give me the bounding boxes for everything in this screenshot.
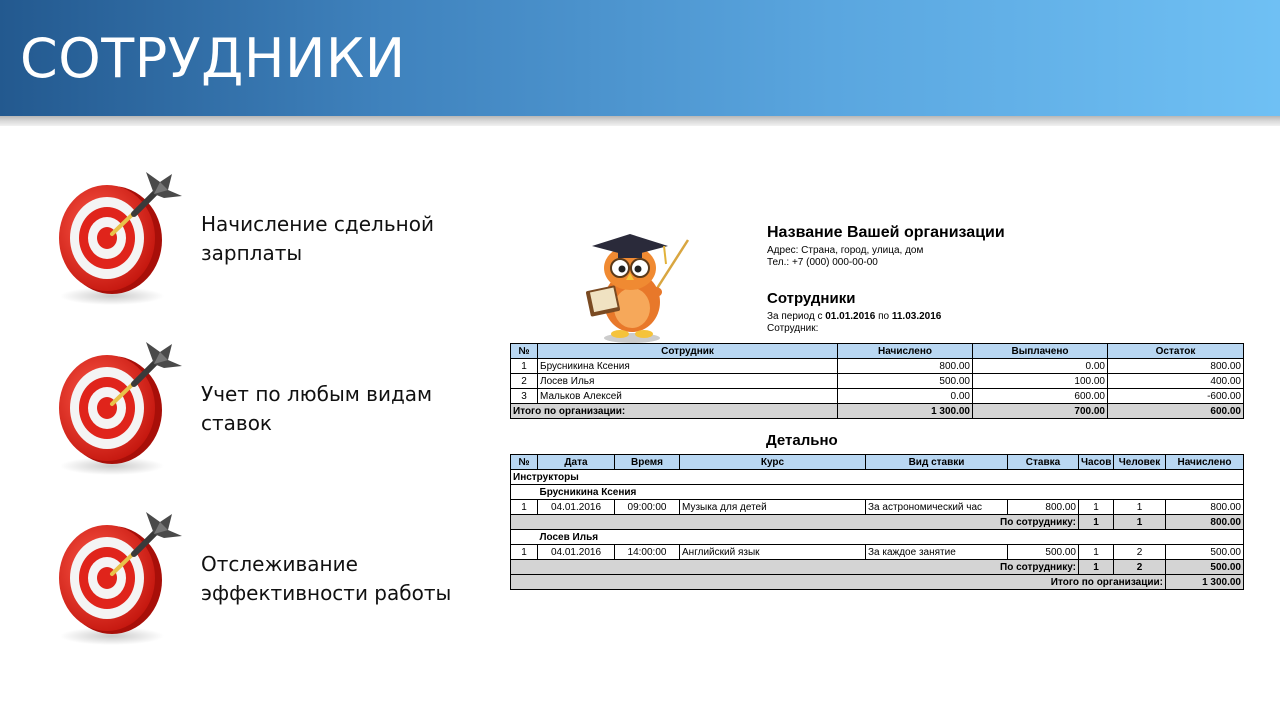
cell: Итого по организации: [511,575,1166,590]
feature-line: эффективности работы [201,581,452,605]
report-title: Сотрудники [767,290,856,307]
cell: 500.00 [1166,560,1244,575]
cell: 1 [1079,515,1114,530]
cell: 1 [511,545,538,560]
cell: 800.00 [1108,359,1244,374]
feature-item [50,508,490,648]
cell: 2 [1114,560,1166,575]
cell: -600.00 [1108,389,1244,404]
feature-item [50,168,490,308]
table-row [511,374,1244,389]
column-header: Остаток [1108,344,1244,359]
column-header: Вид ставки [866,455,1008,470]
cell: 14:00:00 [615,545,680,560]
cell: 1 [1079,560,1114,575]
column-header: Человек [1114,455,1166,470]
table-row [511,545,1244,560]
table-row [511,389,1244,404]
detail-title: Детально [766,432,838,449]
cell: 400.00 [1108,374,1244,389]
cell: Мальков Алексей [538,389,838,404]
column-header: Выплачено [973,344,1108,359]
subtotal-row [511,560,1244,575]
table-header-row [511,455,1244,470]
column-header: Время [615,455,680,470]
page-title: СОТРУДНИКИ [20,27,406,90]
cell: 04.01.2016 [538,545,615,560]
cell: За астрономический час [866,500,1008,515]
column-header: № [511,455,538,470]
column-header: Дата [538,455,615,470]
cell: 1 300.00 [838,404,973,419]
summary-table [510,343,1244,419]
total-row [511,404,1244,419]
detail-table [510,454,1244,590]
org-name: Название Вашей организации [767,224,1005,241]
cell: 2 [511,374,538,389]
feature-text [201,550,491,608]
cell: 600.00 [973,389,1108,404]
cell: 1 [511,359,538,374]
header-divider [0,116,1280,126]
feature-text [201,380,491,438]
cell: За каждое занятие [866,545,1008,560]
column-header: Начислено [838,344,973,359]
cell: Лосев Илья [538,530,1244,545]
cell: 600.00 [1108,404,1244,419]
cell: 1 [1079,545,1114,560]
cell: 800.00 [838,359,973,374]
org-address: Адрес: Страна, город, улица, дом [767,245,924,256]
table-header-row [511,344,1244,359]
cell: 1 [1079,500,1114,515]
cell: 800.00 [1166,515,1244,530]
feature-line: зарплаты [201,241,303,265]
cell: 800.00 [1166,500,1244,515]
subtotal-row [511,515,1244,530]
column-header: Начислено [1166,455,1244,470]
owl-teacher-icon [570,226,695,346]
cell: Итого по организации: [511,404,838,419]
table-row [511,359,1244,374]
cell: 1 [1114,515,1166,530]
cell: 2 [1114,545,1166,560]
employee-row [511,485,1244,500]
feature-line: ставок [201,411,273,435]
cell: 3 [511,389,538,404]
dart-target-icon [50,508,190,648]
cell: 500.00 [838,374,973,389]
cell: 100.00 [973,374,1108,389]
period-from: 01.01.2016 [825,311,876,322]
cell: 0.00 [838,389,973,404]
cell: 700.00 [973,404,1108,419]
feature-line: Отслеживание [201,552,358,576]
org-phone: Тел.: +7 (000) 000-00-00 [767,257,878,268]
period-prefix: За период с [767,311,823,322]
feature-text [201,210,491,268]
period-mid: по [878,311,890,322]
feature-line: Учет по любым видам [201,382,433,406]
column-header: Сотрудник [538,344,838,359]
report-preview [510,222,1245,602]
table-row [511,500,1244,515]
cell: 500.00 [1166,545,1244,560]
feature-item [50,338,490,478]
cell: 09:00:00 [615,500,680,515]
cell: 500.00 [1008,545,1079,560]
cell: 0.00 [973,359,1108,374]
feature-line: Начисление сдельной [201,212,434,236]
cell: 1 [1114,500,1166,515]
cell: Брусникина Ксения [538,485,1244,500]
column-header: Ставка [1008,455,1079,470]
cell: 1 300.00 [1166,575,1244,590]
header-band [0,0,1280,116]
column-header: Курс [680,455,866,470]
column-header: № [511,344,538,359]
cell: 800.00 [1008,500,1079,515]
period-to: 11.03.2016 [891,311,942,322]
employee-filter-label: Сотрудник: [767,323,819,334]
column-header: Часов [1079,455,1114,470]
dart-target-icon [50,168,190,308]
cell: Инструкторы [511,470,1244,485]
cell: 04.01.2016 [538,500,615,515]
cell: Английский язык [680,545,866,560]
cell: 1 [511,500,538,515]
employee-row [511,530,1244,545]
cell: Лосев Илья [538,374,838,389]
cell: Музыка для детей [680,500,866,515]
group-row [511,470,1244,485]
total-row [511,575,1244,590]
dart-target-icon [50,338,190,478]
cell: Брусникина Ксения [538,359,838,374]
cell: По сотруднику: [511,560,1079,575]
report-period [767,311,941,322]
cell: По сотруднику: [511,515,1079,530]
